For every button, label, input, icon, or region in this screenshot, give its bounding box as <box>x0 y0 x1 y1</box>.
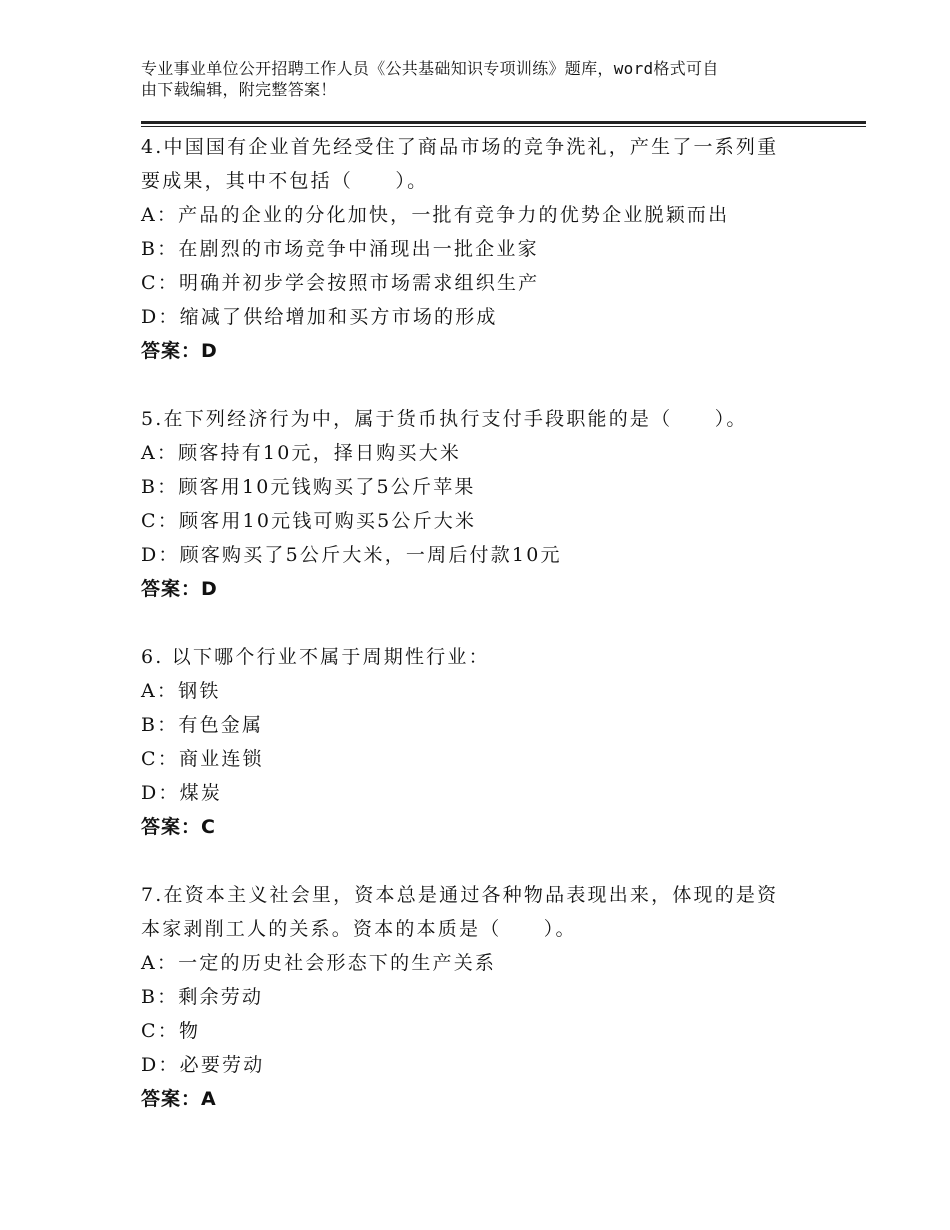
option-a: A：顾客持有10元，择日购买大米 <box>141 442 462 464</box>
option-b: B：在剧烈的市场竞争中涌现出一批企业家 <box>141 238 539 260</box>
option-a: A：钢铁 <box>141 680 221 702</box>
question-stem-line: 4.中国国有企业首先经受住了商品市场的竞争洗礼，产生了一系列重 <box>141 136 779 158</box>
answer-line: 答案：A <box>141 1088 217 1110</box>
option-b: B：顾客用10元钱购买了5公斤苹果 <box>141 476 476 498</box>
question-stem-line: 6. 以下哪个行业不属于周期性行业： <box>141 646 490 668</box>
question-stem-line: 5.在下列经济行为中，属于货币执行支付手段职能的是（ ）。 <box>141 408 748 430</box>
header-line-2: 由下载编辑，附完整答案！ <box>141 80 337 99</box>
question-7 <box>141 878 821 1116</box>
option-a: A：产品的企业的分化加快，一批有竞争力的优势企业脱颖而出 <box>141 204 730 226</box>
option-d: D：必要劳动 <box>141 1054 265 1076</box>
answer-line: 答案：D <box>141 578 218 600</box>
document-header <box>141 58 811 100</box>
question-4 <box>141 130 821 368</box>
question-stem-line: 要成果，其中不包括（ ）。 <box>141 170 429 192</box>
question-5 <box>141 402 821 606</box>
option-a: A：一定的历史社会形态下的生产关系 <box>141 952 497 974</box>
option-c: C：物 <box>141 1020 201 1042</box>
option-d: D：煤炭 <box>141 782 223 804</box>
option-d: D：顾客购买了5公斤大米，一周后付款10元 <box>141 544 562 566</box>
option-d: D：缩减了供给增加和买方市场的形成 <box>141 306 498 328</box>
option-b: B：剩余劳动 <box>141 986 264 1008</box>
header-line-1: 专业事业单位公开招聘工作人员《公共基础知识专项训练》题库，word格式可自 <box>141 59 719 78</box>
option-c: C：商业连锁 <box>141 748 264 770</box>
header-divider-thick <box>141 121 866 124</box>
option-b: B：有色金属 <box>141 714 264 736</box>
answer-line: 答案：C <box>141 816 216 838</box>
question-list <box>141 130 821 1150</box>
header-divider-thin <box>141 126 866 127</box>
question-6 <box>141 640 821 844</box>
option-c: C：顾客用10元钱可购买5公斤大米 <box>141 510 477 532</box>
option-c: C：明确并初步学会按照市场需求组织生产 <box>141 272 540 294</box>
question-stem-line: 7.在资本主义社会里，资本总是通过各种物品表现出来，体现的是资 <box>141 884 779 906</box>
answer-line: 答案：D <box>141 340 218 362</box>
question-stem-line: 本家剥削工人的关系。资本的本质是（ ）。 <box>141 918 577 940</box>
